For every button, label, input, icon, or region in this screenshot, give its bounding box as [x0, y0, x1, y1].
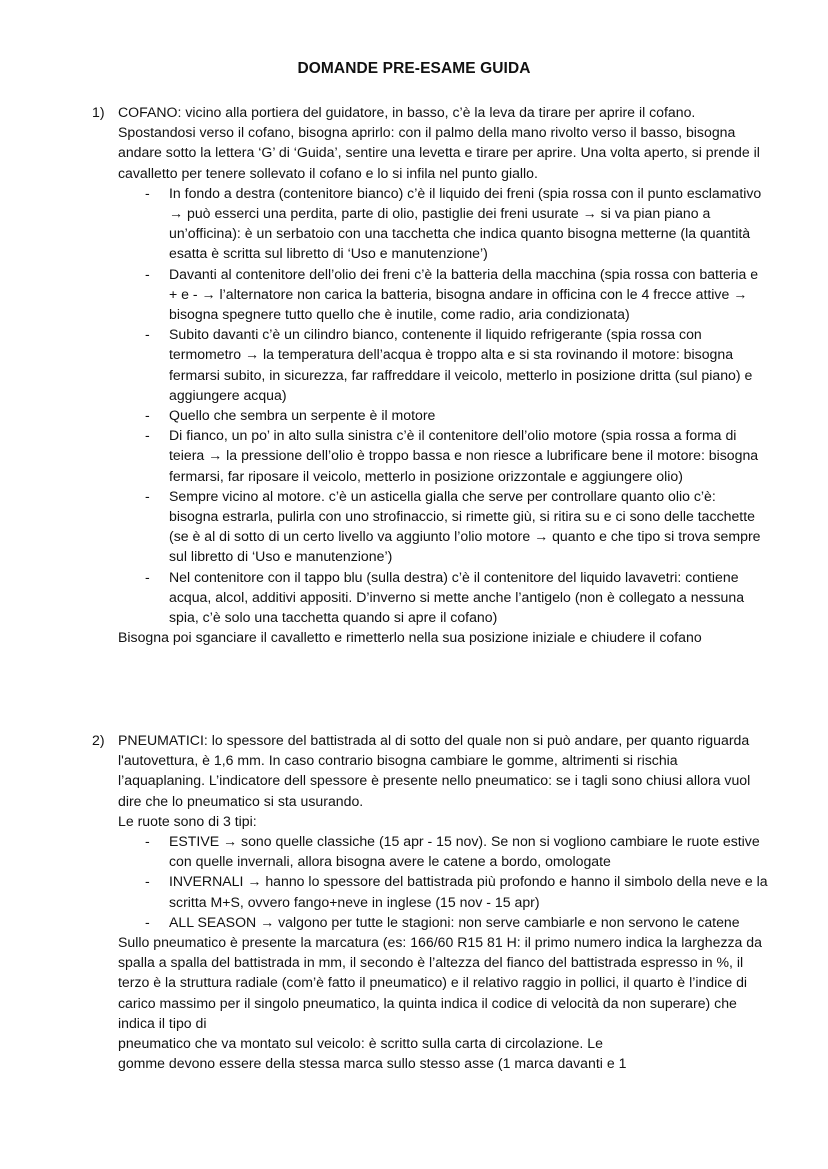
marking-paragraph: Sullo pneumatico è presente la marcatura (es: 166/60 R15 81 H: il primo numero indica la larghezza da spalla a spalla del battistrada in mm, il secondo è l’altezza del fianco del battistrada espresso in %, il terzo è la struttura radiale (com’è fatto il pneumatico) e il relativo raggio in pollici, il quarto è l’indice di carico massimo per il singolo pneumatico, la quinta indica il codice di velocità da non superare) che indica il tipo di [118, 934, 762, 1031]
list-item: - In fondo a destra (contenitore bianco) c’è il liquido dei freni (spia rossa con il punto esclamativo → può esserci una perdita, parte di olio, pastiglie dei freni usurate → si va pian piano a un’officina): è un serbatoio con una tacchetta che indica quanto bisogna metterne (la quantità esatta è scritta sul libretto di ‘Uso e manutenzione’) [169, 183, 769, 264]
section-cofano [0, 102, 828, 647]
list-item: - Di fianco, un po’ in alto sulla sinistra c’è il contenitore dell’olio motore (spia rossa a forma di teiera → la pressione dell’olio è troppo bassa e non riesce a lubrificare bene il motore: bisogna fermarsi, far riposare il veicolo, metterlo in posizione orizzontale e aggiungere olio) [169, 425, 769, 486]
list-item: - Subito davanti c’è un cilindro bianco, contenente il liquido refrigerante (spia rossa con termometro → la temperatura dell’acqua è troppo alta e si sta rovinando il motore: bisogna fermarsi subito, in sicurezza, far raffreddare il veicolo, metterlo in posizione dritta (sul piano) e aggiungere acqua) [169, 324, 769, 405]
section-number: 1) [92, 104, 105, 120]
list-item: - Nel contenitore con il tappo blu (sulla destra) c’è il contenitore del liquido lavavetri: contiene acqua, alcol, additivi appositi. D’inverno si mette anche l’antigelo (non è collegato a nessuna spia, c’è solo una tacchetta quando si apre il cofano) [169, 567, 769, 628]
list-item: - ESTIVE → sono quelle classiche (15 apr - 15 nov). Se non si vogliono cambiare le ruote estive con quelle invernali, allora bisogna avere le catene a bordo, omologate [169, 831, 769, 871]
list-item: - INVERNALI → hanno lo spessore del battistrada più profondo e hanno il simbolo della neve e la scritta M+S, ovvero fango+neve in inglese (15 nov - 15 apr) [169, 871, 769, 911]
page-title: DOMANDE PRE-ESAME GUIDA [297, 60, 531, 77]
bullet-list [0, 183, 828, 627]
list-item: - Quello che sembra un serpente è il motore [169, 405, 769, 425]
marking-line: gomme devono essere della stessa marca sullo stesso asse (1 marca davanti e 1 [118, 1055, 627, 1072]
section-pneumatici [0, 730, 828, 1073]
bullet-list [0, 831, 828, 932]
list-item: - Davanti al contenitore dell’olio dei freni c’è la batteria della macchina (spia rossa con batteria e + e - → l’alternatore non carica la batteria, bisogna andare in officina con le 4 frecce attive → bisogna spegnere tutto quello che è inutile, come radio, aria condizionata) [169, 264, 769, 325]
section-number: 2) [92, 732, 105, 748]
marking-line: pneumatico che va montato sul veicolo: è scritto sulla carta di circolazione. Le [118, 1035, 603, 1052]
section-closing: Bisogna poi sganciare il cavalletto e rimetterlo nella sua posizione iniziale e chiudere il cofano [118, 629, 702, 646]
list-item: - ALL SEASON → valgono per tutte le stagioni: non serve cambiarle e non servono le catene [169, 912, 769, 932]
list-item: - Sempre vicino al motore. c’è un asticella gialla che serve per controllare quanto olio c’è: bisogna estrarla, pulirla con uno strofinaccio, si rimette giù, si ritira su e ci sono delle tacchette (se è al di sotto di un certo livello va aggiunto l’olio motore → quanto e che tipo si trova sempre sul libretto di ‘Uso e manutenzione’) [169, 486, 769, 567]
section-lead: Le ruote sono di 3 tipi: [118, 812, 257, 829]
section-intro: PNEUMATICI: lo spessore del battistrada al di sotto del quale non si può andare, per quanto riguarda l'autovettura, è 1,6 mm. In caso contrario bisogna cambiare le gomme, altrimenti si rischia l’aquaplaning. L’indicatore dell spessore è presente nello pneumatico: se i tagli sono chiusi allora vuol dire che lo pneumatico si sta usurando. [118, 732, 751, 809]
section-intro: COFANO: vicino alla portiera del guidatore, in basso, c’è la leva da tirare per aprire il cofano. Spostandosi verso il cofano, bisogna aprirlo: con il palmo della mano rivolto verso il basso, bisogna andare sotto la lettera ‘G’ di ‘Guida’, sentire una levetta e tirare per aprire. Una volta aperto, si prende il cavalletto per tenere sollevato il cofano e lo si infila nel punto giallo. [118, 104, 760, 181]
